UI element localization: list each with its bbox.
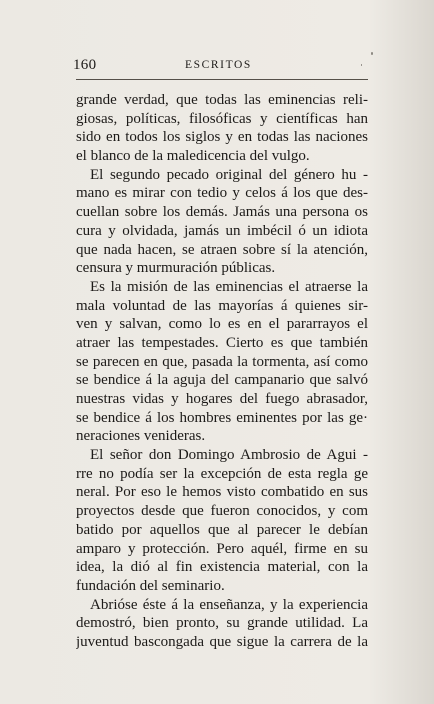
text-line: ven y salvan, como lo es en el pararrayos el — [76, 316, 368, 333]
running-head: ESCRITOS — [185, 59, 252, 71]
text-line: El señor don Domingo Ambrosio de Agui - — [90, 447, 368, 464]
text-line: giosas, políticas, filosóficas y científicas han — [76, 110, 368, 127]
text-line: Abrióse éste á la enseñanza, y la experiencia — [90, 596, 368, 613]
text-line: se bendice á los hombres eminentes por las ge· — [76, 409, 368, 426]
text-line: fundación del seminario. — [76, 577, 225, 594]
text-line: El segundo pecado original del género hu - — [90, 166, 368, 183]
text-line: cura y olvidada, jamás un imbécil ó un idiota — [76, 222, 368, 239]
text-line: atraer las tempestades. Cierto es que también — [76, 334, 368, 351]
text-line: nuestras vidas y hogares del fuego abrasador, — [76, 391, 368, 407]
text-line: se bendice á la aguja del campanario que salvó — [76, 372, 368, 389]
page-header — [73, 57, 370, 77]
text-line: mano es mirar con tedio y celos á los que des- — [76, 185, 368, 202]
body-text — [76, 91, 368, 652]
text-line: juventud bascongada que sigue la carrera de la — [76, 633, 368, 650]
text-line: batido por aquellos que al parecer le debían — [76, 521, 368, 538]
text-line: el blanco de la maledicencia del vulgo. — [76, 148, 310, 165]
text-line: censura y murmuración públicas. — [76, 260, 276, 277]
text-line: demostró, bien pronto, su grande utilidad. La — [76, 615, 368, 632]
header-rule — [76, 79, 368, 80]
text-line: que nada hacen, se atraen sobre sí la atención, — [76, 241, 368, 258]
text-line: se parecen en que, pasada la tormenta, así como — [76, 353, 368, 370]
text-line: mala voluntad de las mayorías á quienes sir- — [76, 297, 368, 314]
paper-speck — [361, 64, 362, 66]
text-line: Es la misión de las eminencias el atraerse la — [90, 278, 368, 295]
text-line: rre no podía ser la excepción de esta regla ge — [76, 465, 368, 482]
text-line: proyectos desde que fueron conocidos, y com — [76, 503, 368, 520]
text-line: cuellan sobre los demás. Jamás una persona os — [76, 204, 368, 221]
text-line: idea, la dió al fin existencia material, con la — [76, 559, 368, 576]
text-line: grande verdad, que todas las eminencias reli- — [76, 92, 368, 108]
text-line: neraciones venideras. — [76, 428, 206, 445]
text-line: neral. Por eso le hemos visto combatido en sus — [76, 484, 368, 501]
paper-speck — [371, 52, 373, 55]
page-number: 160 — [73, 57, 97, 73]
text-line: sido en todos los siglos y en todas las naciones — [76, 129, 368, 146]
text-line: amparo y protección. Pero aquél, firme en su — [76, 540, 368, 557]
